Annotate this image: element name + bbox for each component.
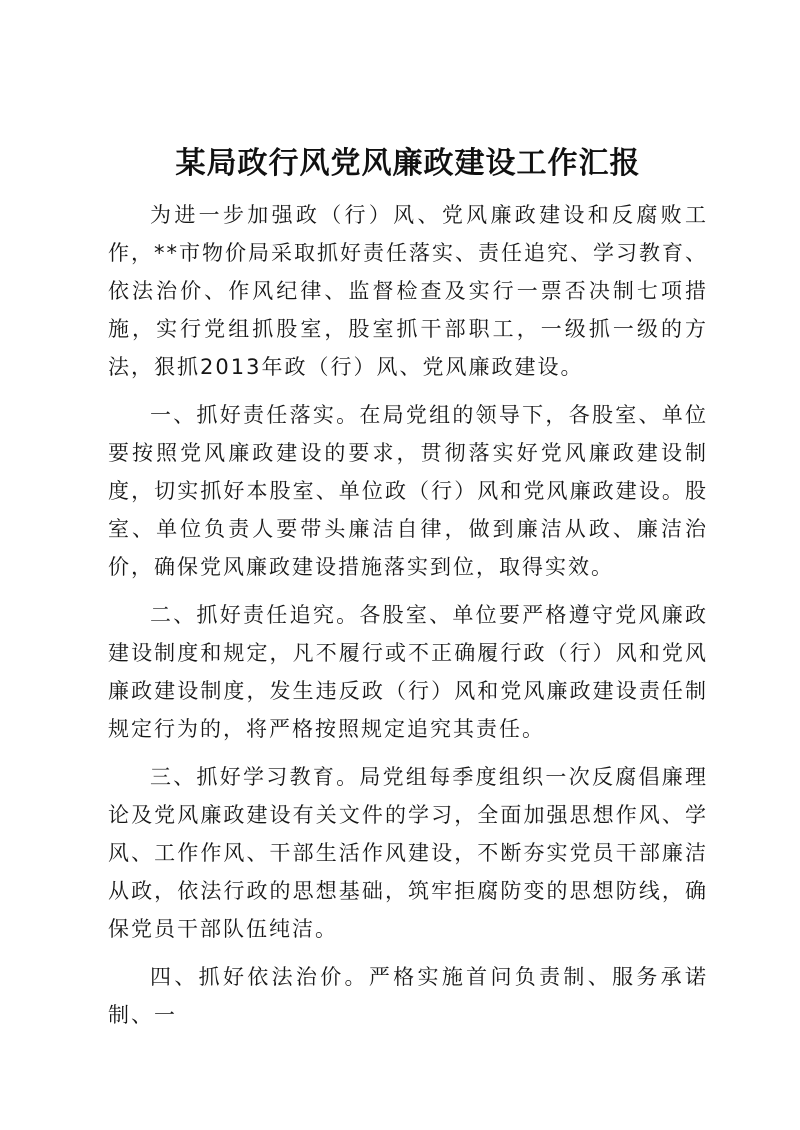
section-responsibility-paragraph: 一、抓好责任落实。在局党组的领导下，各股室、单位要按照党风廉政建设的要求，贯彻落实好党风廉政建设制度，切实抓好本股室、单位政（行）风和党风廉政建设。股室、单位负责人要带头廉洁自律，做到廉洁从政、廉洁治价，确保党风廉政建设措施落实到位，取得实效。: [108, 403, 708, 579]
document-body: [108, 138, 708, 1044]
section-pricing-paragraph: 四、抓好依法治价。严格实施首问负责制、服务承诺制、一: [108, 965, 708, 1027]
section-accountability-paragraph: 二、抓好责任追究。各股室、单位要严格遵守党风廉政建设制度和规定，凡不履行或不正确履行政（行）风和党风廉政建设制度，发生违反政（行）风和党风廉政建设责任制规定行为的，将严格按照规定追究其责任。: [108, 603, 708, 741]
document-title: 某局政行风党风廉政建设工作汇报: [175, 146, 641, 181]
section-education-paragraph: 三、抓好学习教育。局党组每季度组织一次反腐倡廉理论及党风廉政建设有关文件的学习，全面加强思想作风、学风、工作作风、干部生活作风建设，不断夯实党员干部廉洁从政，依法行政的思想基础，筑牢拒腐防变的思想防线，确保党员干部队伍纯洁。: [108, 765, 708, 941]
intro-paragraph: 为进一步加强政（行）风、党风廉政建设和反腐败工作，**市物价局采取抓好责任落实、责任追究、学习教育、依法治价、作风纪律、监督检查及实行一票否决制七项措施，实行党组抓股室，股室抓干部职工，一级抓一级的方法，狠抓2013年政（行）风、党风廉政建设。: [108, 203, 708, 379]
